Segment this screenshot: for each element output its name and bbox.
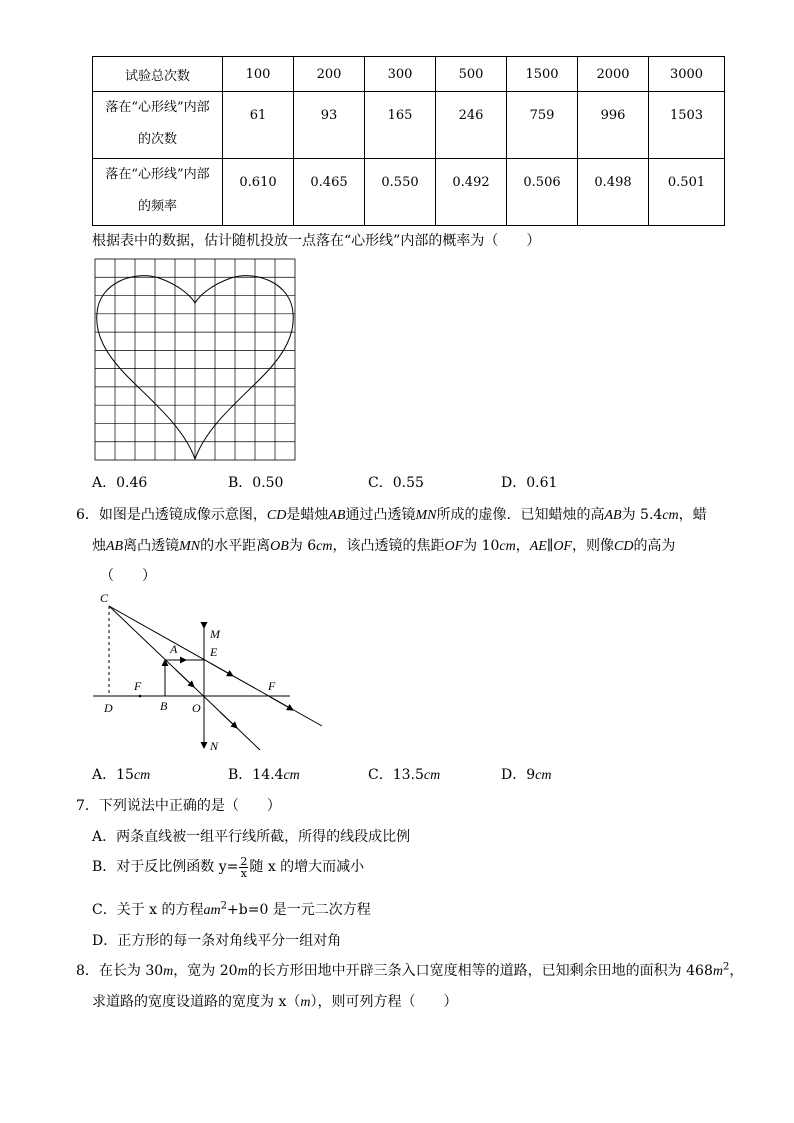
- text: 随 x 的增大而减小: [249, 859, 365, 875]
- text: ），则可列方程（ ）: [310, 994, 458, 1010]
- cell-value: 0.465: [310, 175, 348, 190]
- cell-value: 246: [458, 108, 484, 123]
- text: ，: [729, 963, 744, 979]
- var-cd: CD: [266, 508, 287, 523]
- var-cd: CD: [613, 539, 634, 554]
- text: 烛: [92, 538, 106, 554]
- label-c: C: [100, 591, 109, 605]
- unit-m: m: [300, 995, 311, 1010]
- table-cell: 300: [365, 57, 436, 92]
- cell-value: 93: [320, 108, 338, 123]
- table-cell: [578, 92, 649, 159]
- label-a: A: [170, 642, 178, 656]
- q7-prompt: 7．下列说法中正确的是（ ）: [76, 798, 281, 814]
- q5-prompt: 根据表中的数据，估计随机投放一点落在“心形线”内部的概率为（ ）: [92, 233, 541, 249]
- table-cell: [507, 159, 578, 226]
- text: 为 10: [463, 538, 500, 554]
- label-n: N: [210, 739, 219, 753]
- cell-value: 0.501: [667, 175, 706, 190]
- q6-option-c: [368, 764, 440, 784]
- numerator: 2: [240, 854, 248, 868]
- table-cell: [507, 92, 578, 159]
- exponent: 2: [220, 900, 228, 912]
- table-row-label: [93, 159, 223, 226]
- table-row: [93, 159, 725, 226]
- q6-option-d: [501, 764, 551, 784]
- text: 为 6: [288, 538, 317, 554]
- unit-m: m: [237, 964, 248, 979]
- unit-cm: cm: [133, 768, 151, 783]
- table-row: [93, 92, 725, 159]
- text: 的水平距离: [200, 538, 271, 554]
- row-label-line1: 落在“心形线”内部: [105, 100, 210, 115]
- text: +b=0 是一元二次方程: [227, 902, 371, 918]
- q5-option-d: D．0.61: [501, 475, 558, 491]
- fraction: [239, 856, 248, 879]
- var-ob: OB: [270, 539, 289, 554]
- table-cell: [365, 92, 436, 159]
- unit-cm: cm: [423, 768, 441, 783]
- table-header-label: 试验总次数: [93, 57, 223, 92]
- denominator: x: [240, 866, 247, 880]
- q6-answer-paren: （ ）: [100, 568, 156, 584]
- q7-option-b: [92, 852, 364, 882]
- q7-option-a: A．两条直线被一组平行线所截，所得的线段成比例: [92, 829, 411, 845]
- label-o: O: [192, 701, 201, 715]
- table-cell: 200: [294, 57, 365, 92]
- unit-cm: cm: [535, 768, 552, 783]
- text: B．14.4: [228, 767, 284, 783]
- var-ae: AE: [529, 539, 547, 554]
- unit-cm: cm: [499, 539, 516, 554]
- text: ，该凸透镜的焦距: [332, 538, 445, 554]
- text: D．9: [501, 767, 536, 783]
- var-ab: AB: [604, 508, 622, 523]
- cell-value: 996: [600, 108, 626, 123]
- var-of: OF: [444, 539, 464, 554]
- cell-value: 0.506: [523, 175, 561, 190]
- ray-arrow-4: [220, 712, 237, 728]
- var-ab: AB: [328, 508, 346, 523]
- row-label-line1: 落在“心形线”内部: [105, 167, 210, 182]
- label-m: M: [210, 627, 220, 641]
- exponent: 2: [722, 961, 730, 973]
- ray-arrow-3: [176, 670, 194, 687]
- q5-option-b: B．0.50: [228, 475, 284, 491]
- heart-grid-figure: [94, 258, 298, 463]
- q6-line2: [92, 535, 675, 555]
- parallel-symbol: ∥: [546, 538, 554, 554]
- q8-line2: [92, 991, 457, 1011]
- table-cell: 100: [223, 57, 294, 92]
- text: 求道路的宽度设道路的宽度为 x（: [92, 994, 301, 1010]
- text: 为 5.4: [621, 507, 663, 523]
- unit-cm: cm: [662, 508, 679, 523]
- text: 的长方形田地中开辟三条入口宽度相等的道路，已知剩余田地的面积为 468: [247, 963, 713, 979]
- table-cell: [649, 159, 725, 226]
- var-am: am: [203, 903, 221, 918]
- table-cell: [294, 92, 365, 159]
- label-e: E: [210, 645, 218, 659]
- var-mn: MN: [415, 508, 437, 523]
- text: C．关于 x 的方程: [92, 902, 204, 918]
- unit-m: m: [163, 964, 174, 979]
- q6-option-a: [92, 764, 150, 784]
- text: C．13.5: [368, 767, 424, 783]
- cell-value: 61: [249, 108, 267, 123]
- table-row: [93, 57, 725, 92]
- text: ，蜡: [678, 507, 707, 523]
- q5-option-a: A．0.46: [92, 475, 148, 491]
- cell-value: 0.610: [239, 175, 277, 190]
- text: 6．如图是凸透镜成像示意图，: [76, 507, 267, 523]
- text: 8．在长为 30: [76, 963, 164, 979]
- q6-line1: [76, 504, 707, 524]
- text: 通过凸透镜: [345, 507, 416, 523]
- cell-value: 165: [387, 108, 413, 123]
- var-of: OF: [553, 539, 572, 554]
- cell-value: 759: [529, 108, 555, 123]
- text: ，: [515, 538, 530, 554]
- table-cell: [223, 92, 294, 159]
- text: ，则像: [571, 538, 614, 554]
- table-cell: 2000: [578, 57, 649, 92]
- table-cell: [436, 159, 507, 226]
- q8-line1: [76, 960, 743, 980]
- unit-m: m: [712, 964, 723, 979]
- label-f-right: F: [268, 679, 276, 693]
- var-mn: MN: [179, 539, 201, 554]
- experiment-table: [92, 56, 725, 226]
- table-cell: [294, 159, 365, 226]
- row-label-line2: 的频率: [137, 199, 177, 214]
- table-cell: [649, 92, 725, 159]
- table-cell: 3000: [649, 57, 725, 92]
- unit-cm: cm: [283, 768, 300, 783]
- cell-value: 0.492: [452, 175, 490, 190]
- q7-option-d: D．正方形的每一条对角线平分一组对角: [92, 933, 342, 949]
- text: 是蜡烛: [286, 507, 329, 523]
- table-cell: [223, 159, 294, 226]
- cell-value: 1503: [669, 108, 704, 123]
- cell-value: 0.498: [594, 175, 632, 190]
- row-label-line2: 的次数: [137, 132, 177, 147]
- text: A．15: [92, 767, 134, 783]
- q6-option-b: [228, 764, 300, 784]
- lens-diagram: [90, 588, 330, 758]
- text: 的高为: [633, 538, 676, 554]
- table-cell: [578, 159, 649, 226]
- unit-cm: cm: [316, 539, 333, 554]
- table-cell: [365, 159, 436, 226]
- text: ，宽为 20: [173, 963, 238, 979]
- text: 所成的虚像．已知蜡烛的高: [436, 507, 605, 523]
- focal-point-dot: [139, 695, 142, 698]
- ray-arrow-1: [210, 663, 233, 676]
- label-b: B: [160, 699, 168, 713]
- table-cell: 500: [436, 57, 507, 92]
- text: 离凸透镜: [123, 538, 180, 554]
- label-f-left: F: [134, 679, 142, 693]
- table-cell: [436, 92, 507, 159]
- label-d: D: [104, 701, 113, 715]
- table-row-label: [93, 92, 223, 159]
- var-ab: AB: [106, 539, 124, 554]
- table-cell: 1500: [507, 57, 578, 92]
- text: B．对于反比例函数 y=: [92, 859, 239, 875]
- q7-option-c: [92, 899, 371, 919]
- q5-option-c: C．0.55: [368, 475, 424, 491]
- ray-arrow-2: [270, 697, 293, 710]
- cell-value: 0.550: [381, 175, 419, 190]
